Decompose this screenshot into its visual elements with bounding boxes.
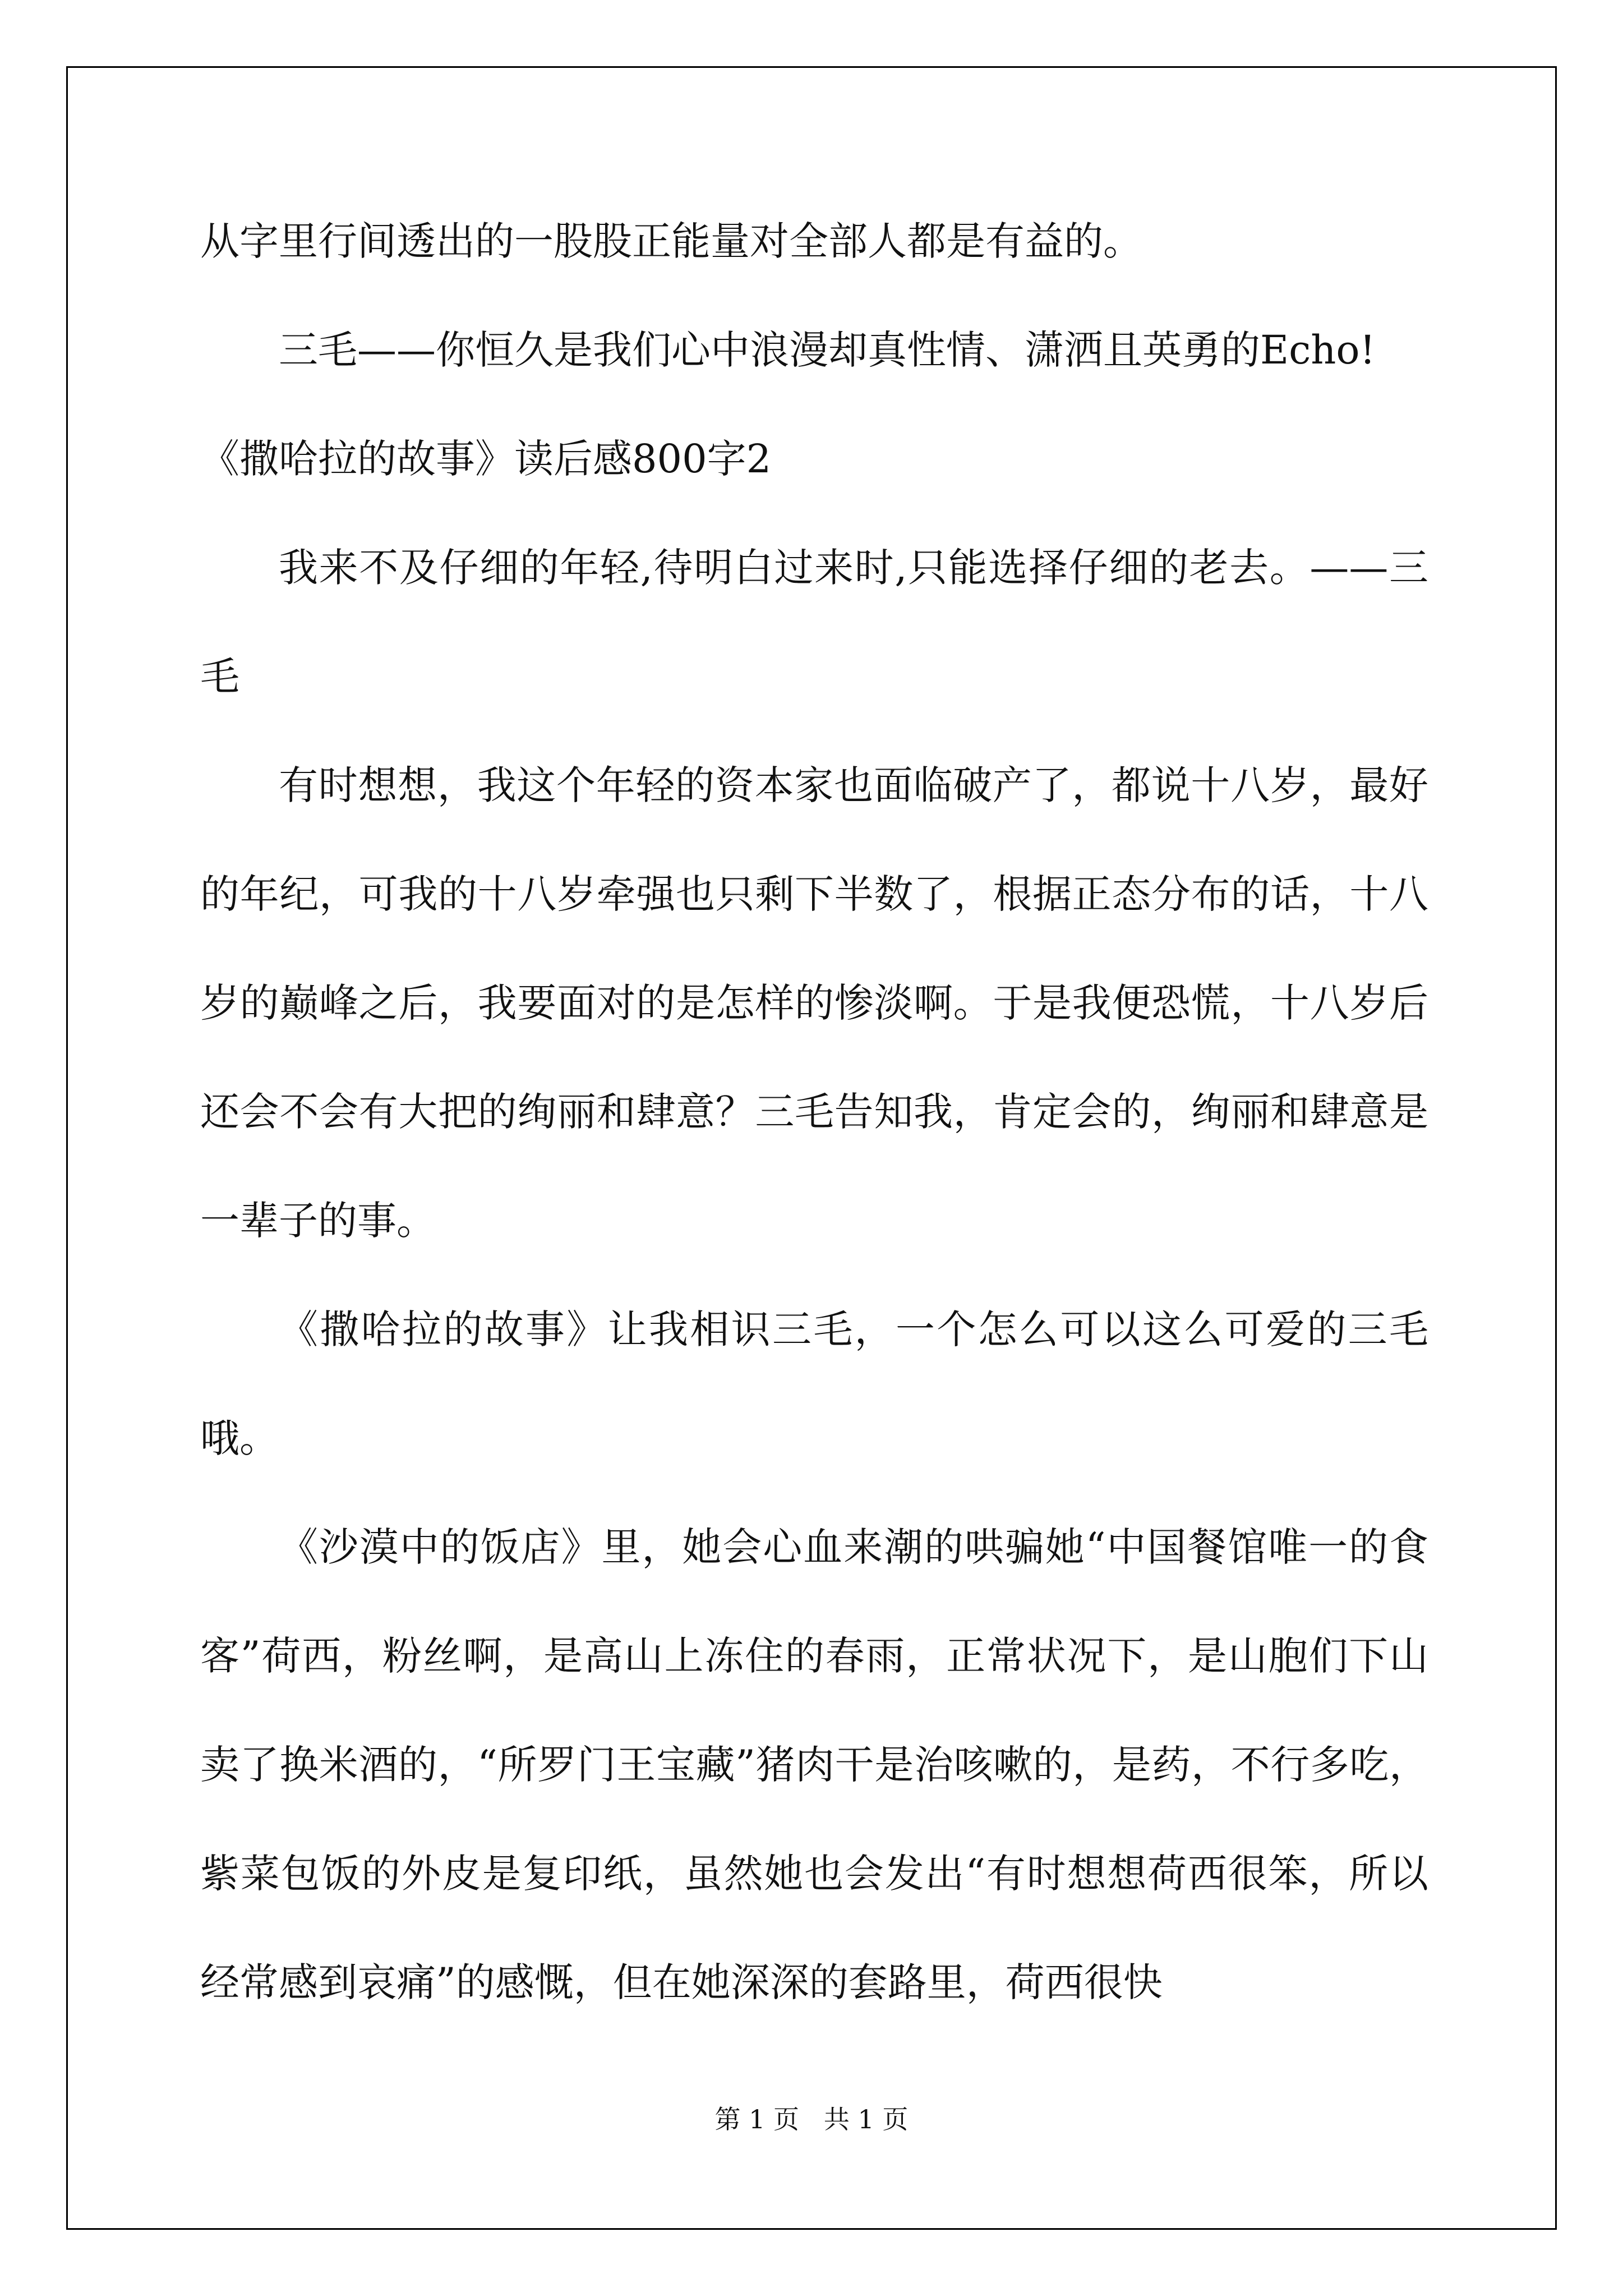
- paragraph: 从字里行间透出的一股股正能量对全部人都是有益的。: [200, 218, 1142, 264]
- paragraph: 《撒哈拉的故事》让我相识三毛，一个怎么可以这么可爱的三毛哦。: [200, 1306, 1428, 1461]
- document-body: [200, 187, 1428, 2037]
- paragraph: 有时想想，我这个年轻的资本家也面临破产了，都说十八岁，最好的年纪，可我的十八岁牵强也只剩下半数了，根据正态分布的话，十八岁的巅峰之后，我要面对的是怎样的惨淡啊。于是我便恐慌，十八岁后还会不会有大把的绚丽和肆意？三毛告知我，肯定会的，绚丽和肆意是一辈子的事。: [200, 762, 1428, 1244]
- section-heading: 《撒哈拉的故事》读后感800字2: [200, 436, 772, 482]
- paragraph: 三毛——你恒久是我们心中浪漫却真性情、潇洒且英勇的Echo!: [279, 327, 1376, 373]
- paragraph: 《沙漠中的饭店》里，她会心血来潮的哄骗她“中国餐馆唯一的食客”荷西，粉丝啊，是高山上冻住的春雨，正常状况下，是山胞们下山卖了换米酒的，“所罗门王宝藏”猪肉干是治咳嗽的，是药，不行多吃，紫菜包饭的外皮是复印纸，虽然她也会发出“有时想想荷西很笨，所以经常感到哀痛”的感慨，但在她深深的套路里，荷西很快: [200, 1524, 1428, 2005]
- paragraph: 我来不及仔细的年轻,待明白过来时,只能选择仔细的老去。——三毛: [200, 545, 1428, 700]
- page-footer: 第 1 页 共 1 页: [714, 2104, 909, 2134]
